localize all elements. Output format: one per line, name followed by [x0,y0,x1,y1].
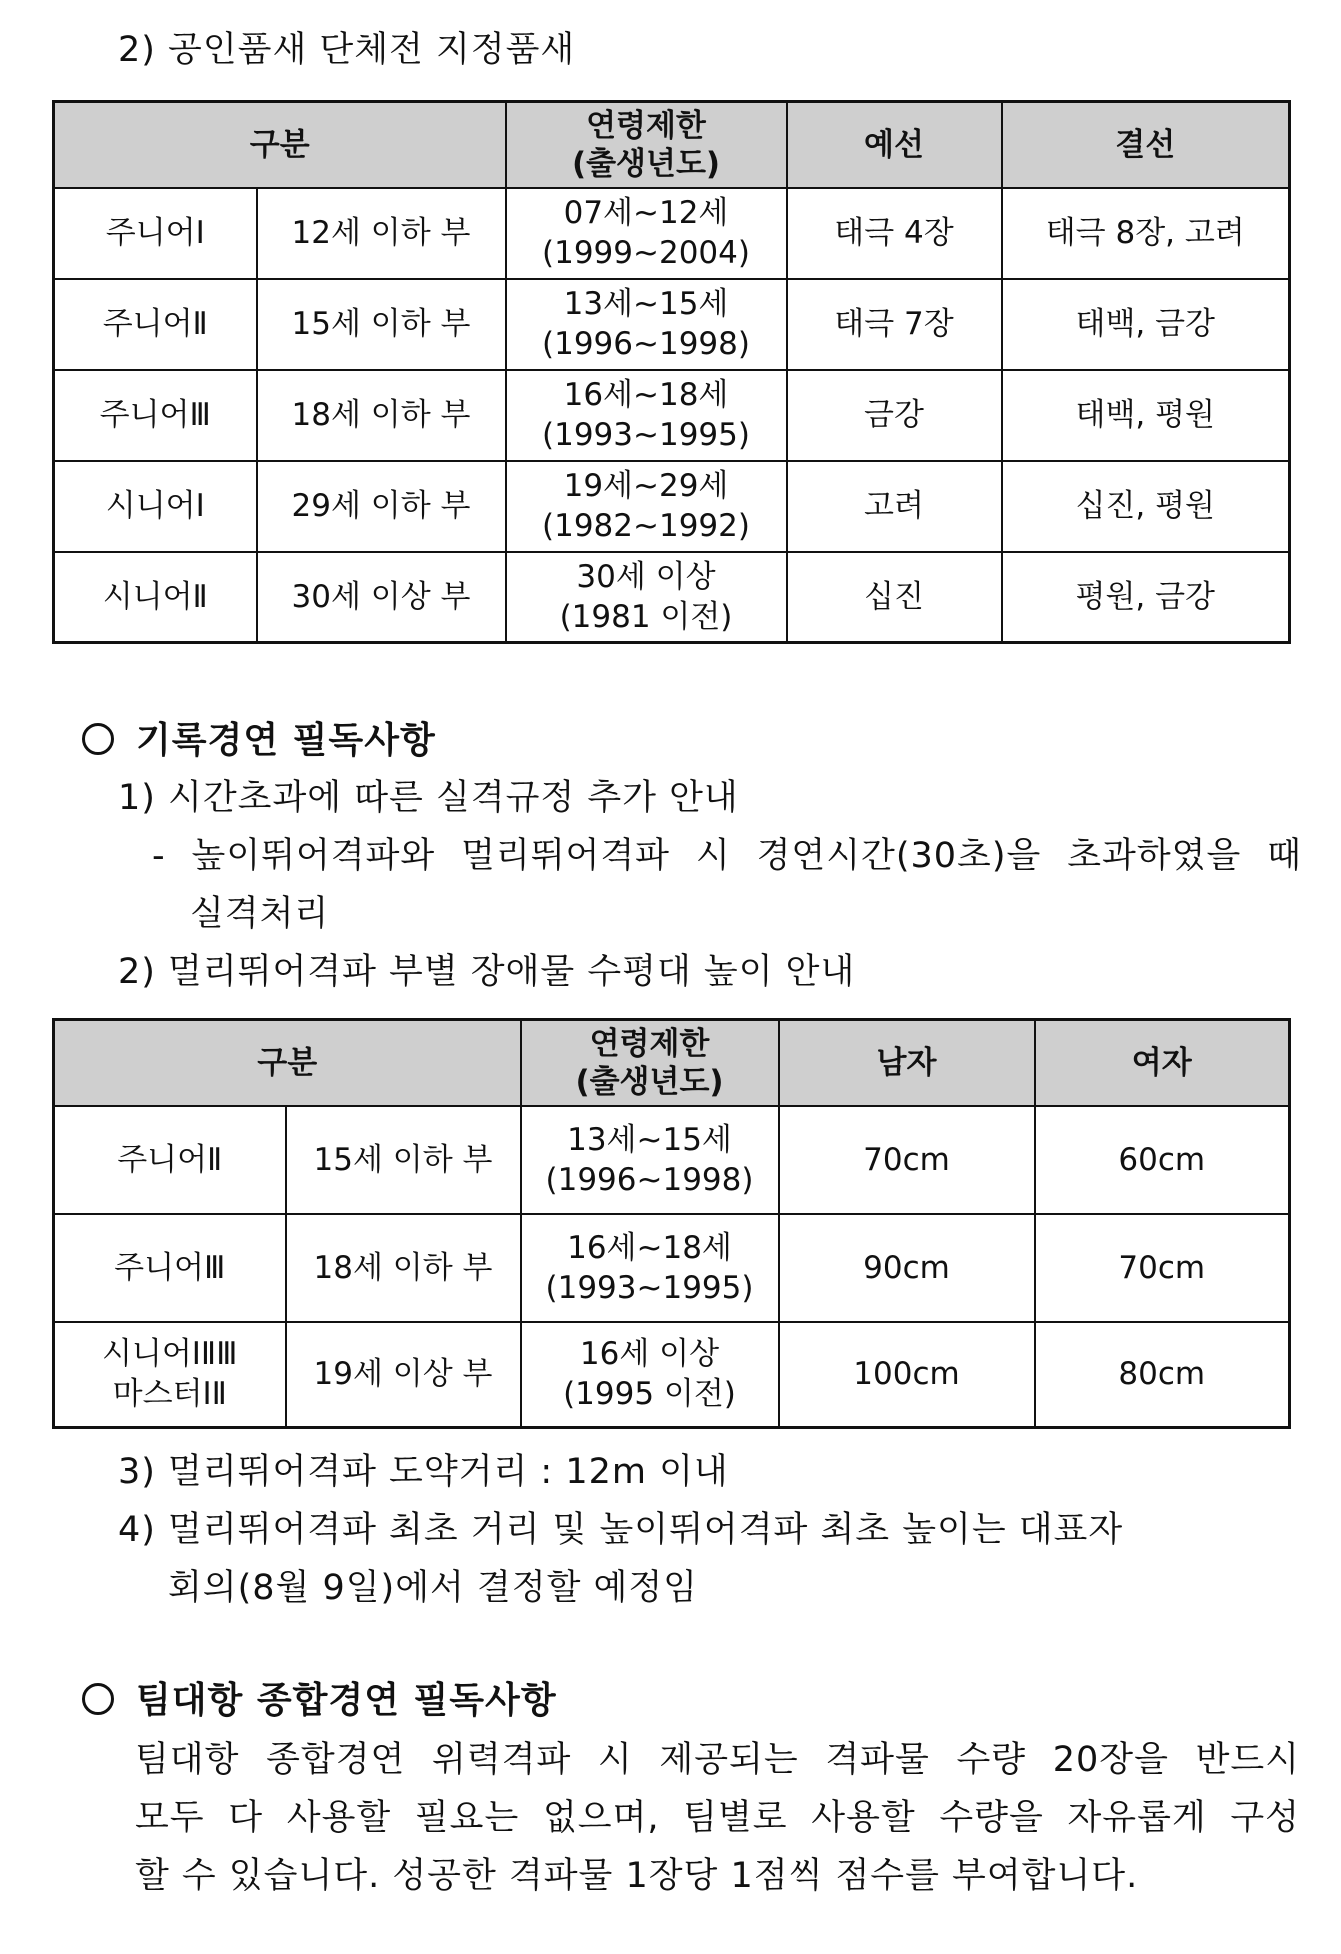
row-age-group: 15세 이하 부 [286,1106,521,1214]
row-age-range: 07세~12세 [563,195,729,231]
row-age-limit [521,1214,779,1322]
row-age-range: 13세~15세 [567,1121,732,1158]
row-birth-years: (1996~1998) [545,1161,754,1198]
table-row [54,461,1290,552]
row-age-range: 13세~15세 [563,286,729,322]
section3-heading [82,1680,557,1722]
row-age-group: 30세 이상 부 [257,552,506,643]
row-category-line1: 주니어Ⅲ [114,1249,226,1286]
header-division: 구분 [54,102,506,188]
row-category: 주니어Ⅱ [54,279,257,370]
section2-item3: 3) 멀리뛰어격파 도약거리 : 12m 이내 [118,1452,729,1492]
row-category [54,1322,286,1428]
row-age-limit [506,461,787,552]
row-prelim: 고려 [787,461,1002,552]
table-header-row [54,1020,1290,1106]
section2-heading [82,720,436,762]
table-row [54,1106,1290,1214]
header-female: 여자 [1035,1020,1290,1106]
row-prelim: 금강 [787,370,1002,461]
row-prelim: 십진 [787,552,1002,643]
section1-subtitle: 2) 공인품새 단체전 지정품새 [118,30,576,70]
table-row [54,370,1290,461]
section2-item1: 1) 시간초과에 따른 실격규정 추가 안내 [118,778,739,818]
row-final: 태백, 금강 [1002,279,1290,370]
row-final: 평원, 금강 [1002,552,1290,643]
row-birth-years: (1999~2004) [542,235,750,271]
section3-para-line1: 팀대항 종합경연 위력격파 시 제공되는 격파물 수량 20장을 반드시 [135,1740,1300,1780]
row-age-group: 12세 이하 부 [257,188,506,279]
row-category [54,1214,286,1322]
row-category: 시니어Ⅱ [54,552,257,643]
obstacle-height-table [52,1018,1291,1429]
circle-bullet-icon [82,723,114,755]
row-age-limit [521,1322,779,1428]
table-header-row [54,102,1290,188]
row-age-range: 30세 이상 [576,558,716,595]
header-age-limit-line1: 연령제한 [586,107,706,144]
section2-item1-detail-line2: 실격처리 [190,894,330,934]
row-category: 시니어Ⅰ [54,461,257,552]
table-row [54,279,1290,370]
row-age-group: 29세 이하 부 [257,461,506,552]
row-final: 십진, 평원 [1002,461,1290,552]
row-category-line2: 마스터ⅠⅡ [112,1376,227,1413]
row-age-group: 18세 이하 부 [286,1214,521,1322]
row-age-range: 16세 이상 [579,1336,720,1373]
row-age-limit [506,188,787,279]
row-birth-years: (1981 이전) [559,598,733,635]
row-category: 주니어Ⅲ [54,370,257,461]
section2-item4-line1: 4) 멀리뛰어격파 최초 거리 및 높이뛰어격파 최초 높이는 대표자 [118,1510,1124,1550]
row-final: 태백, 평원 [1002,370,1290,461]
row-category [54,1106,286,1214]
header-final: 결선 [1002,102,1290,188]
header-male: 남자 [779,1020,1035,1106]
header-division: 구분 [54,1020,521,1106]
row-birth-years: (1995 이전) [563,1376,736,1413]
row-birth-years: (1982~1992) [542,508,750,544]
section3-para-line3: 할 수 있습니다. 성공한 격파물 1장당 1점씩 점수를 부여합니다. [135,1856,1139,1896]
circle-bullet-icon [82,1683,114,1715]
row-birth-years: (1993~1995) [542,417,750,453]
row-age-limit [506,370,787,461]
row-female: 60cm [1035,1106,1290,1214]
row-male: 100cm [779,1322,1035,1428]
row-age-group: 18세 이하 부 [257,370,506,461]
header-age-limit [506,102,787,188]
designated-poomsae-table [52,100,1291,644]
row-birth-years: (1996~1998) [542,326,750,362]
table-row [54,1214,1290,1322]
row-final: 태극 8장, 고려 [1002,188,1290,279]
row-age-range: 16세~18세 [563,377,729,413]
row-female: 80cm [1035,1322,1290,1428]
row-birth-years: (1993~1995) [545,1269,754,1306]
section2-item2: 2) 멀리뛰어격파 부별 장애물 수평대 높이 안내 [118,952,856,992]
section3-heading-text: 팀대항 종합경연 필독사항 [136,1680,557,1721]
row-female: 70cm [1035,1214,1290,1322]
row-age-limit [506,279,787,370]
header-age-limit-line2: (출생년도) [571,145,721,182]
row-category-line1: 주니어Ⅱ [117,1141,223,1178]
header-age-limit-line2: (출생년도) [575,1063,724,1100]
row-prelim: 태극 7장 [787,279,1002,370]
row-prelim: 태극 4장 [787,188,1002,279]
row-age-range: 19세~29세 [563,468,729,504]
header-age-limit [521,1020,779,1106]
row-age-limit [506,552,787,643]
row-category-line1: 시니어ⅠⅡⅢ [101,1336,238,1373]
section2-item4-line2: 회의(8월 9일)에서 결정할 예정임 [168,1568,698,1608]
table-row [54,1322,1290,1428]
header-age-limit-line1: 연령제한 [589,1025,710,1062]
table-row [54,552,1290,643]
table-row [54,188,1290,279]
section3-para-line2: 모두 다 사용할 필요는 없으며, 팀별로 사용할 수량을 자유롭게 구성 [135,1798,1300,1838]
row-category: 주니어Ⅰ [54,188,257,279]
row-age-group: 19세 이상 부 [286,1322,521,1428]
row-age-range: 16세~18세 [567,1229,732,1266]
row-male: 90cm [779,1214,1035,1322]
section2-item1-detail-line1: - 높이뛰어격파와 멀리뛰어격파 시 경연시간(30초)을 초과하였을 때 [152,836,1302,876]
row-age-group: 15세 이하 부 [257,279,506,370]
section2-heading-text: 기록경연 필독사항 [136,720,436,761]
header-prelim: 예선 [787,102,1002,188]
row-age-limit [521,1106,779,1214]
row-male: 70cm [779,1106,1035,1214]
